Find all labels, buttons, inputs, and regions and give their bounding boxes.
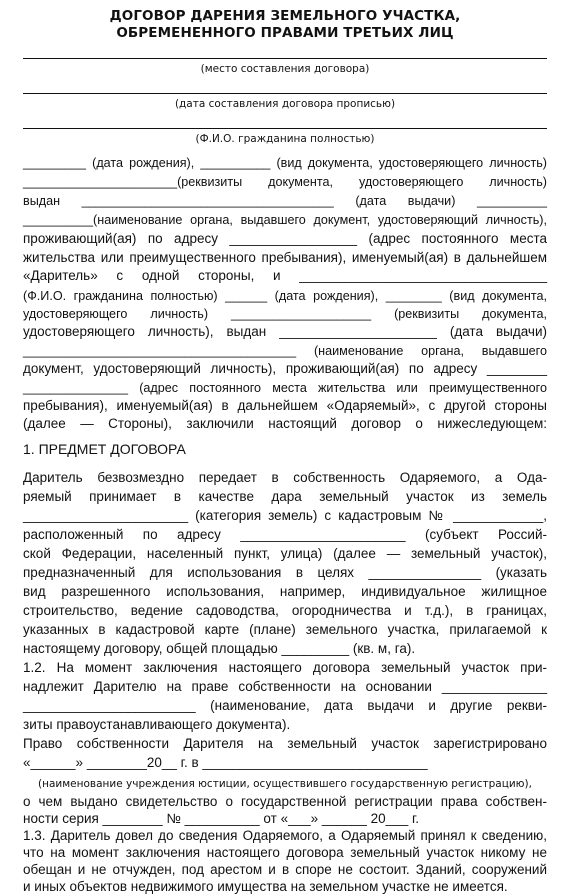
donee-line-3: удостоверяющего личность), выдан _____________________ (дата выдачи) <box>23 324 547 339</box>
donee-line-4: _______________________________________ (наименование органа, выдавшего <box>23 344 547 358</box>
donee-line-6: _______________ (адрес постоянного места жительства или преимущественного <box>23 381 547 395</box>
section-text-19: ности серия ________ № __________ от «___» ______ 20___ г. <box>23 811 419 826</box>
section-text-22: обещан и не отчужден, под арестом и в споре не состоит. Зданий, сооружений <box>23 862 547 877</box>
donor-name-caption: (Ф.И.О. гражданина полностью) <box>195 133 375 145</box>
section-text-16: «______» ________20__ г. в ______________________________ <box>23 755 428 770</box>
section-text-4: расположенный по адресу ______________________ (субъект Россий- <box>23 527 547 542</box>
donor-line-3: выдан ____________________________________ (дата выдачи) __________ <box>23 194 547 208</box>
donee-line-5: документ, удостоверяющий личность), проживающий(ая) по адресу ________ <box>23 361 547 376</box>
section-text-10: настоящему договору, общей площадью _________ (кв. м, га). <box>23 641 416 656</box>
donor-line-7: «Даритель» с одной стороны, и _________________________________ <box>23 268 547 283</box>
date-blank[interactable] <box>23 93 547 94</box>
section-text-12: надлежит Дарителю на праве собственности на основании ______________ <box>23 679 547 694</box>
document-title-line-1: ДОГОВОР ДАРЕНИЯ ЗЕМЕЛЬНОГО УЧАСТКА, <box>109 8 461 24</box>
donee-line-7: пребывания), именуемый(ая) в дальнейшем «Одаряемый», с другой стороны <box>23 398 547 413</box>
section-text-18: о чем выдано свидетельство о государственной регистрации права собствен- <box>23 794 547 809</box>
section-text-1: Даритель безвозмездно передает в собственность Одаряемого, а Ода- <box>23 470 547 485</box>
registration-caption: (наименование учреждения юстиции, осуществившего государственную регистрацию), <box>38 778 532 790</box>
section-text-5: ской Федерации, населенный пункт, улица) (далее — земельный участок), <box>23 546 547 561</box>
place-blank[interactable] <box>23 58 547 59</box>
section-text-7: вид разрешенного использования, например, индивидуальное жилищное <box>23 584 547 599</box>
section-text-20: 1.3. Даритель довел до сведения Одаряемого, а Одаряемый принял к сведению, <box>23 828 547 843</box>
donor-line-6: жительства или преимущественного пребывания), именуемый(ая) в дальнейшем <box>23 250 547 265</box>
section-text-11: 1.2. На момент заключения настоящего договора земельный участок при- <box>23 660 547 675</box>
section-text-3: ______________________ (категория земель) с кадастровым № ____________, <box>23 508 547 523</box>
donor-line-1: _________ (дата рождения), __________ (вид документа, удостоверяющего личность) <box>23 156 547 170</box>
section-heading: 1. ПРЕДМЕТ ДОГОВОРА <box>23 441 186 457</box>
section-text-14: зиты правоустанавливающего документа). <box>23 717 291 732</box>
section-text-15: Право собственности Дарителя на земельный участок зарегистрировано <box>23 736 547 751</box>
donee-line-8: (далее — Стороны), заключили настоящий договор о нижеследующем: <box>23 416 547 431</box>
section-text-23: и иных объектов недвижимого имущества на земельном участке не имеется. <box>23 879 508 894</box>
donor-line-4: __________(наименование органа, выдавшего документ, удостоверяющий личность), <box>23 213 547 227</box>
document-title-line-2: ОБРЕМЕНЕННОГО ПРАВАМИ ТРЕТЬИХ ЛИЦ <box>116 25 454 41</box>
section-text-9: указанных в кадастровой карте (плане) земельного участка, прилагаемой к <box>23 622 547 637</box>
donee-line-1: (Ф.И.О. гражданина полностью) ______ (дата рождения), ________ (вид документа, <box>23 289 547 303</box>
donee-line-2: удостоверяющего личность) ____________________ (реквизиты документа, <box>23 307 547 321</box>
section-text-8: строительство, ведение садоводства, огородничества и т.д.), в границах, <box>23 603 547 618</box>
section-text-2: ряемый принимает в качестве дара земельный участок из земель <box>23 489 547 504</box>
place-caption: (место составления договора) <box>200 63 370 75</box>
donor-name-blank[interactable] <box>23 128 547 129</box>
section-text-21: что на момент заключения настоящего договора земельный участок никому не <box>23 845 547 860</box>
section-text-13: _______________________ (наименование, дата выдачи и другие рекви- <box>23 698 547 713</box>
donor-line-2: ______________________(реквизиты документа, удостоверяющего личность) <box>23 175 547 189</box>
section-text-6: предназначенный для использования в целях _______________ (указать <box>23 565 547 580</box>
donor-line-5: проживающий(ая) по адресу _________________ (адрес постоянного места <box>23 231 547 246</box>
date-caption: (дата составления договора прописью) <box>174 98 396 110</box>
